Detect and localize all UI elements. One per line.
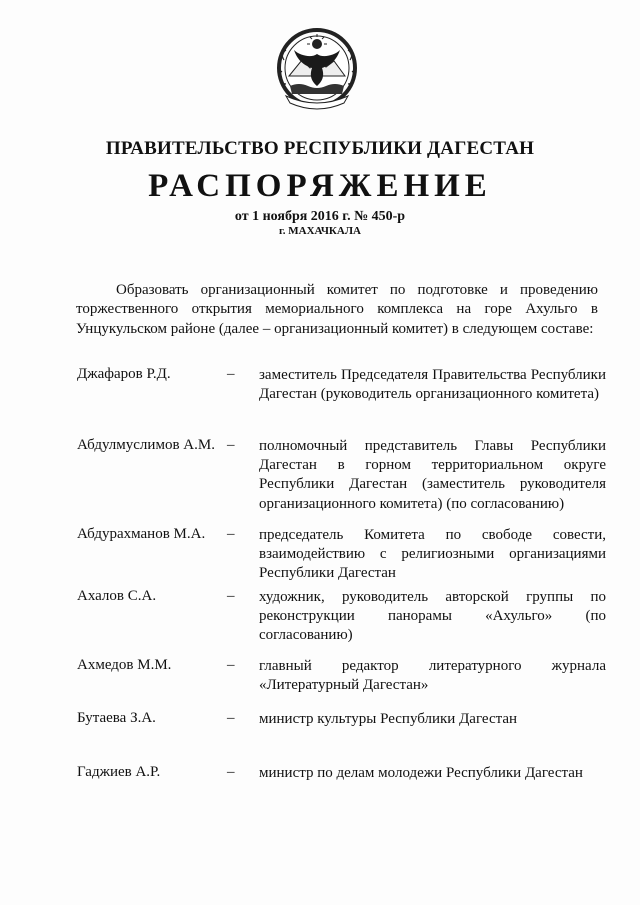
member-role: министр по делам молодежи Республики Дагестан [259, 765, 583, 781]
member-dash: – [227, 366, 235, 382]
member-role: главный редактор литературного журнала «Литературный Дагестан» [259, 658, 606, 694]
member-dash: – [227, 437, 235, 453]
member-dash: – [227, 710, 235, 726]
member-role: полномочный представитель Главы Республики Дагестан в горном территориальном округе Республики Дагестан (заместитель руководителя организационного комитета) (по согласованию) [259, 438, 606, 512]
member-dash: – [227, 588, 235, 604]
member-name: Гаджиев А.Р. [77, 764, 161, 780]
member-role: заместитель Председателя Правительства Республики Дагестан (руководитель организационного комитета) [259, 367, 606, 403]
coat-of-arms-icon [272, 20, 362, 112]
document-date-number: от 1 ноября 2016 г. № 450-р [234, 209, 406, 224]
member-name: Абдулмуслимов А.М. [77, 437, 215, 453]
member-role: председатель Комитета по свободе совести, взаимодействию с религиозными организациями Республики Дагестан [259, 527, 606, 582]
member-role: художник, руководитель авторской группы по реконструкции панорамы «Ахульго» (по согласованию) [259, 589, 606, 644]
member-name: Бутаева З.А. [77, 710, 156, 726]
member-dash: – [227, 526, 235, 542]
member-name: Абдурахманов М.А. [77, 526, 206, 542]
member-dash: – [227, 657, 235, 673]
document-type: РАСПОРЯЖЕНИЕ [148, 168, 492, 204]
member-dash: – [227, 764, 235, 780]
member-name: Ахмедов М.М. [77, 657, 172, 673]
intro-paragraph: Образовать организационный комитет по подготовке и проведению торжественного открытия мемориального комплекса на горе Ахульго в Унцукульском районе (далее – организационный комитет) в следующем составе: [76, 282, 598, 337]
member-role: министр культуры Республики Дагестан [259, 711, 518, 727]
document-city: г. МАХАЧКАЛА [279, 225, 361, 237]
member-name: Ахалов С.А. [77, 588, 157, 604]
member-name: Джафаров Р.Д. [77, 366, 171, 382]
government-title: ПРАВИТЕЛЬСТВО РЕСПУБЛИКИ ДАГЕСТАН [105, 138, 535, 159]
